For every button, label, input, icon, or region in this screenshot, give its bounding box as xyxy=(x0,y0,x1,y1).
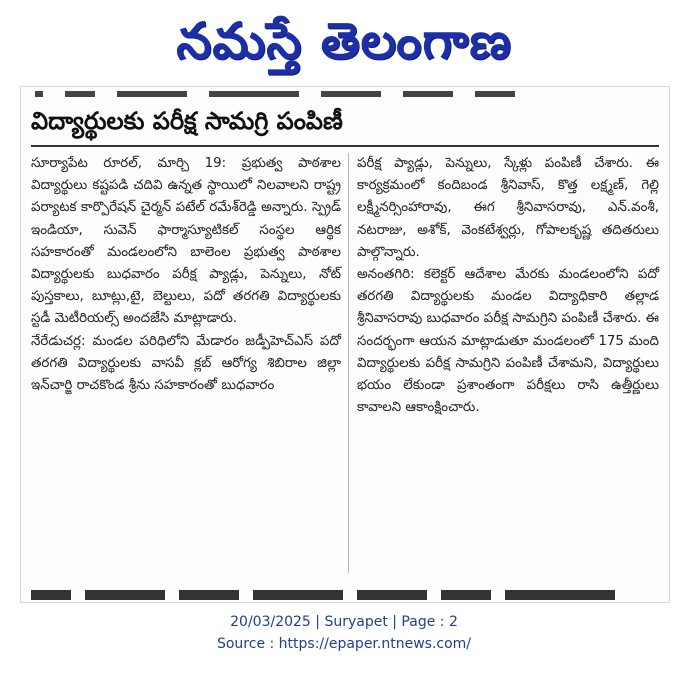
news-clipping xyxy=(20,86,670,603)
source-link[interactable]: Source : https://epaper.ntnews.com/ xyxy=(216,636,472,652)
cut-off-text-bottom xyxy=(31,590,659,600)
masthead xyxy=(0,6,688,76)
cut-off-text-top xyxy=(35,91,659,97)
column-divider xyxy=(348,153,349,573)
article-headline: విద్యార్థులకు పరీక్ష సామగ్రి పంపిణీ xyxy=(31,107,343,135)
masthead-title: నమస్తే తెలంగాణ xyxy=(176,12,512,70)
paragraph-nereducherla: నేరేడుచర్ల: మండల పరిధిలోని మేడారం జడ్పీహెచ్‌ఎస్ పదో తరగతి విద్యార్థులకు వాసవీ క్లబ్ ఆరోగ్య శిబిరాల జిల్లా ఇన్‌చార్జి రాచకొండ శ్రీను సహకారంతో బుధవారం xyxy=(31,333,341,394)
paragraph-ananthagiri: అనంతగిరి: కలెక్టర్ ఆదేశాల మేరకు మండలంలోని పదో తరగతి విద్యార్థులకు మండల విద్యాధికారి తల్లాడ శ్రీనివాసరావు బుధవారం పరీక్ష సామగ్రిని పంపిణీ చేశారు. ఈ సందర్భంగా ఆయన మాట్లాడుతూ మండలంలో 175 మంది విద్యార్థులకు పరీక్ష సామగ్రిని పంపిణీ చేశామని, విద్యార్థులు భయం లేకుండా ప్రశాంతంగా పరీక్షలు రాసి ఉత్తీర్ణులు కావాలని ఆకాంక్షించారు. xyxy=(357,267,659,416)
paragraph-continued: పరీక్ష ప్యాడ్లు, పెన్నులు, స్కేళ్లు పంపిణీ చేశారు. ఈ కార్యక్రమంలో కందిబండ శ్రీనివాస్, కొత్త లక్ష్మణ్, గెల్లి లక్ష్మీనర్సింహారావు, ఈగ శ్రీనివాసరావు, ఎన్.వంశీ, నటరాజు, అశోక్, వెంకటేశ్వర్లు, గోపాలకృష్ణ తదితరులు పాల్గొన్నారు. xyxy=(357,156,659,260)
headline-rule xyxy=(31,145,659,147)
article-column-right xyxy=(357,153,659,419)
article-column-left xyxy=(31,153,341,397)
edition-info: 20/03/2025 | Suryapet | Page : 2 xyxy=(230,614,458,630)
paragraph-suryapet-rural: సూర్యాపేట రూరల్, మార్చి 19: ప్రభుత్వ పాఠశాల విద్యార్థులు కష్టపడి చదివి ఉన్నత స్థాయిలో నిలవాలని రాష్ట్ర పర్యాటక కార్పొరేషన్ చైర్మన్ పటేల్ రమేశ్‌రెడ్డి అన్నారు. స్ప్రెడ్ ఇండియా, సువెన్ ఫార్మాస్యూటికల్ సంస్థల ఆర్థిక సహకారంతో మండలంలోని బాలెంల ప్రభుత్వ పాఠశాల విద్యార్థులకు బుధవారం పరీక్ష ప్యాడ్లు, పెన్నులు, నోట్ పుస్తకాలు, బూట్లు,టై, బెల్టులు, పదో తరగతి విద్యార్థులకు స్టడీ మెటీరియల్స్ అందజేసి మాట్లాడారు. xyxy=(31,156,341,327)
